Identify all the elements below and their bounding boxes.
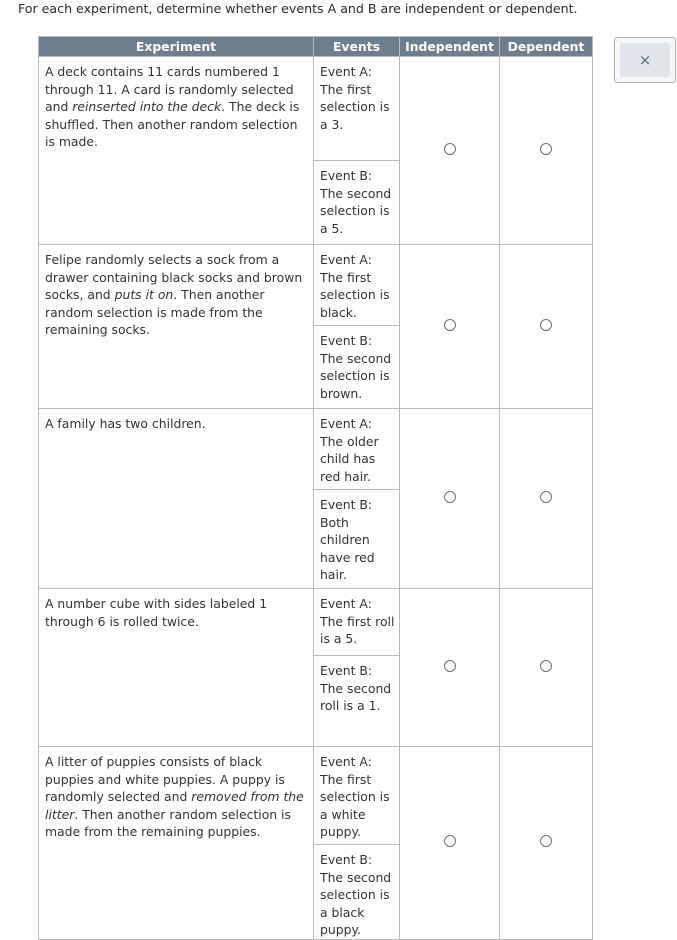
experiment-description — [39, 245, 313, 339]
independent-choice-cell — [400, 589, 500, 747]
description-text: . Then another random selection is made from the remaining socks. — [45, 287, 265, 338]
table-header-row — [39, 37, 593, 57]
experiment-description — [39, 589, 313, 630]
experiment-description-cell — [39, 245, 314, 409]
header-events: Events — [314, 37, 400, 57]
dependent-choice-cell — [500, 589, 593, 747]
events-cell — [314, 589, 400, 747]
events-cell — [314, 245, 400, 409]
emphasis-text: puts it on — [114, 287, 174, 303]
independent-choice-cell — [400, 57, 500, 245]
events-cell — [314, 747, 400, 940]
experiment-row — [39, 245, 593, 409]
event-a: Event A: The first roll is a 5. — [314, 589, 399, 656]
close-button[interactable] — [614, 37, 676, 83]
event-b: Event B: The second selection is a 5. — [320, 168, 392, 236]
description-text: . Then another random selection is made from the remaining puppies. — [45, 806, 291, 840]
dependent-radio[interactable] — [540, 660, 552, 672]
description-text: . The deck is shuffled. Then another random selection is made. — [45, 99, 300, 150]
independent-radio[interactable] — [444, 491, 456, 503]
event-b: Event B: Both children have red hair. — [320, 497, 375, 583]
experiment-row — [39, 589, 593, 747]
dependent-radio[interactable] — [540, 835, 552, 847]
event-b: Event B: The second roll is a 1. — [320, 663, 392, 714]
description-text: A number cube with sides labeled 1 through 6 is rolled twice. — [45, 596, 268, 629]
instruction-text: For each experiment, determine whether events A and B are independent or dependent. — [18, 1, 578, 16]
event-b: Event B: The second selection is a black puppy. — [320, 852, 392, 938]
experiment-description — [39, 747, 313, 841]
header-experiment: Experiment — [39, 37, 314, 57]
experiment-description — [39, 409, 313, 433]
header-dependent: Dependent — [500, 37, 593, 57]
close-icon: × — [620, 43, 670, 77]
independent-radio[interactable] — [444, 835, 456, 847]
emphasis-text: removed from the litter — [45, 789, 304, 822]
dependent-choice-cell — [500, 57, 593, 245]
experiment-row — [39, 747, 593, 940]
experiment-description-cell — [39, 409, 314, 589]
independent-radio[interactable] — [444, 143, 456, 155]
experiment-row — [39, 409, 593, 589]
independent-radio[interactable] — [444, 660, 456, 672]
header-independent: Independent — [400, 37, 500, 57]
description-text: A deck contains 11 cards numbered 1 through 11. A card is randomly selected and — [45, 64, 294, 115]
independent-choice-cell — [400, 747, 500, 940]
description-text: Felipe randomly selects a sock from a drawer containing black socks and brown socks, and — [45, 252, 303, 303]
experiment-description — [39, 57, 313, 151]
event-b: Event B: The second selection is brown. — [320, 333, 392, 401]
events-cell — [314, 57, 400, 245]
independent-choice-cell — [400, 245, 500, 409]
dependent-radio[interactable] — [540, 143, 552, 155]
description-text: A litter of puppies consists of black puppies and white puppies. A puppy is randomly selected and — [45, 754, 285, 805]
independent-radio[interactable] — [444, 319, 456, 331]
events-cell — [314, 409, 400, 589]
experiment-description-cell — [39, 747, 314, 940]
dependent-choice-cell — [500, 409, 593, 589]
event-a: Event A: The older child has red hair. — [314, 409, 399, 490]
dependent-choice-cell — [500, 245, 593, 409]
experiment-description-cell — [39, 589, 314, 747]
independent-choice-cell — [400, 409, 500, 589]
dependent-choice-cell — [500, 747, 593, 940]
description-text: A family has two children. — [45, 416, 206, 431]
experiment-description-cell — [39, 57, 314, 245]
dependent-radio[interactable] — [540, 319, 552, 331]
dependent-radio[interactable] — [540, 491, 552, 503]
event-a: Event A: The first selection is a white puppy. — [314, 747, 399, 845]
event-a: Event A: The first selection is a 3. — [314, 57, 399, 161]
emphasis-text: reinserted into the deck — [72, 99, 222, 115]
event-a: Event A: The first selection is black. — [314, 245, 399, 326]
experiment-row — [39, 57, 593, 245]
experiments-table — [38, 36, 593, 940]
